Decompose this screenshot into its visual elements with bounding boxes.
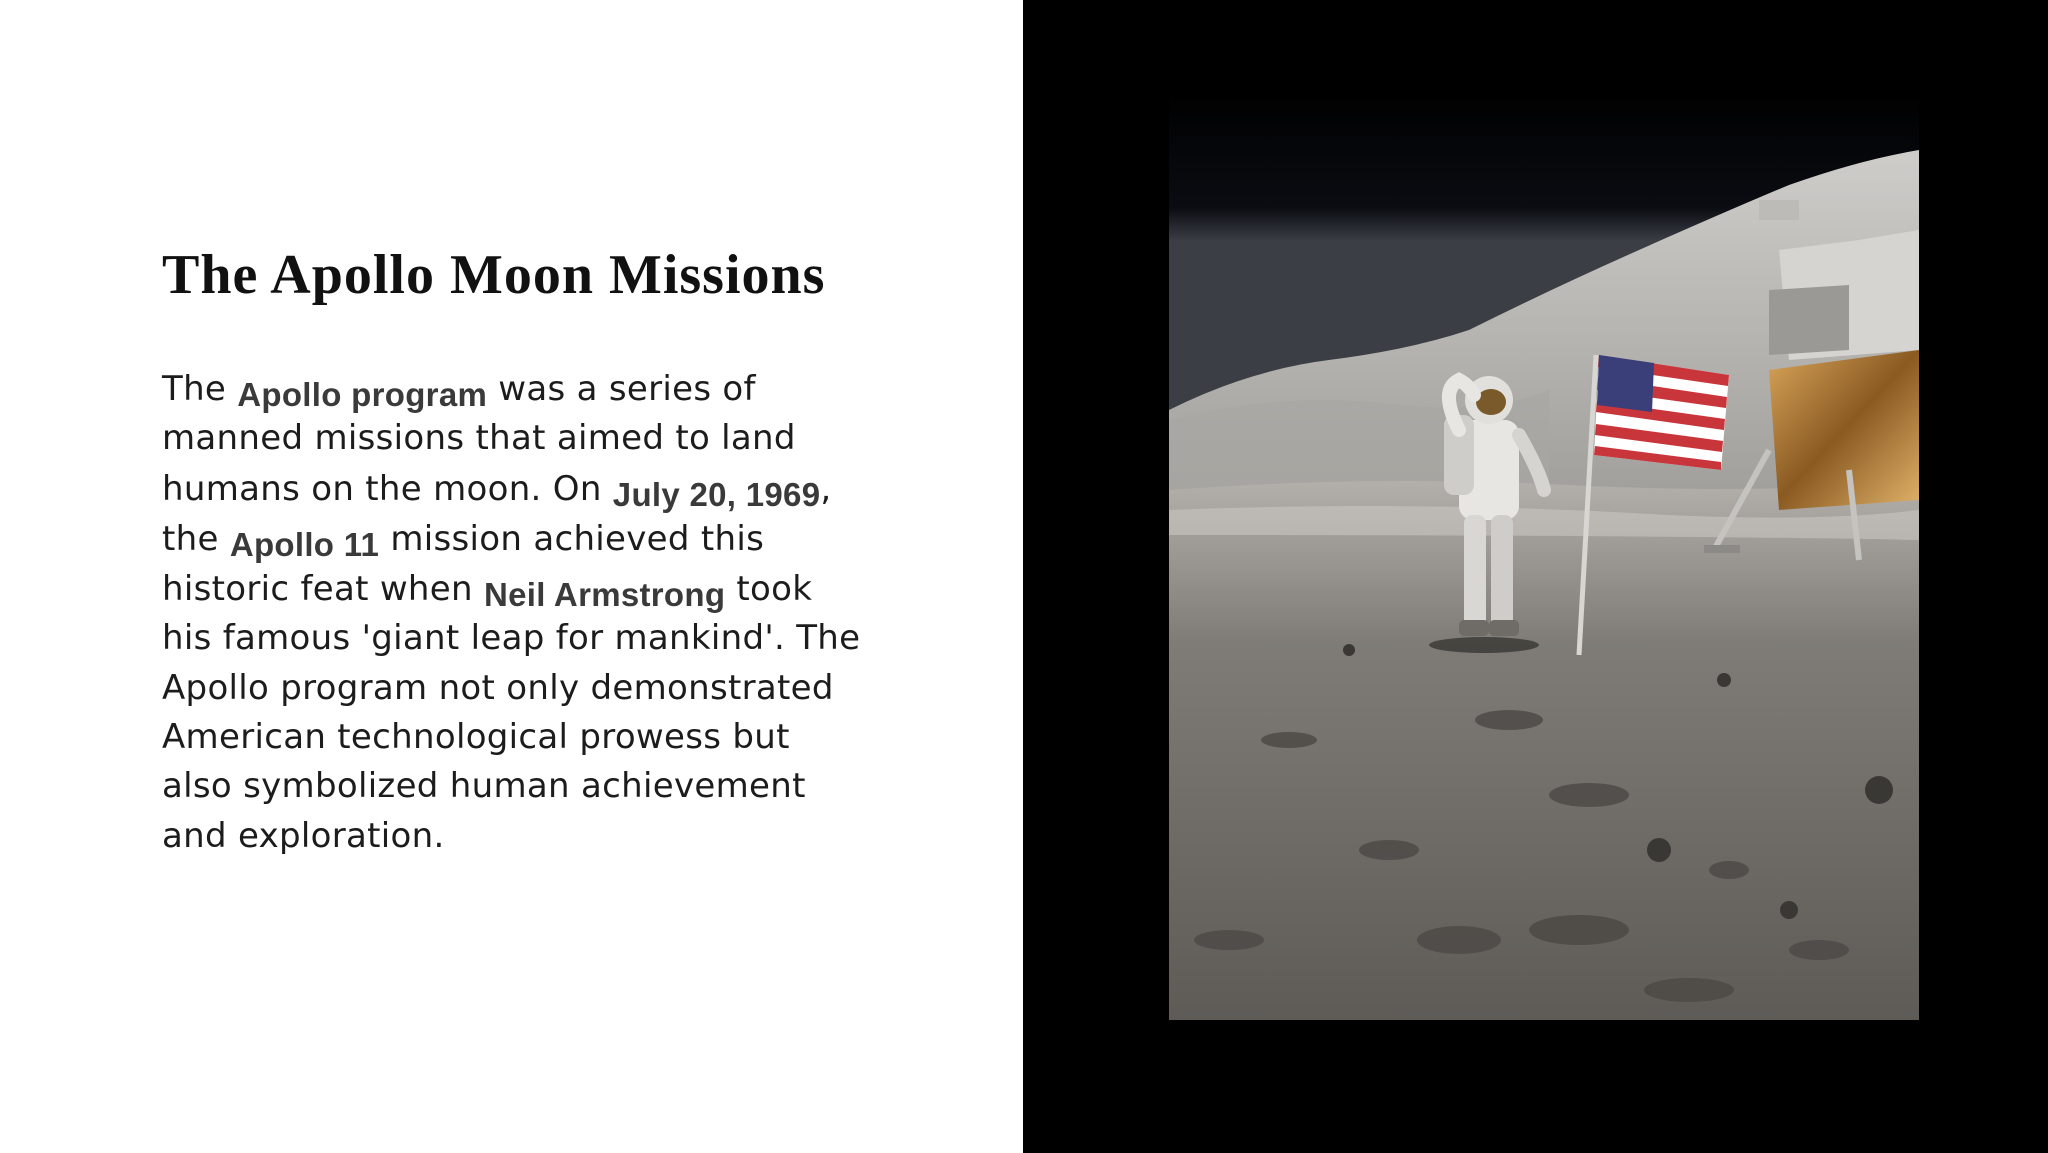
paragraph-line <box>162 464 882 514</box>
line-text: mission achieved this <box>379 518 765 559</box>
line-text: historic feat when <box>162 569 484 610</box>
line-text: his famous 'giant leap for mankind'. The <box>162 618 861 659</box>
line-text: manned missions that aimed to land <box>162 418 796 459</box>
highlight-term: Apollo program <box>237 376 488 413</box>
paragraph-line <box>162 364 882 414</box>
line-text: , <box>820 468 832 509</box>
image-panel <box>1023 0 2048 1153</box>
paragraph-line <box>162 713 882 762</box>
paragraph-line <box>162 564 882 614</box>
line-text: humans on the moon. On <box>162 468 613 509</box>
slide-title: The Apollo Moon Missions <box>162 244 826 306</box>
paragraph-line <box>162 614 882 663</box>
moon-landing-illustration <box>1169 90 1919 1020</box>
highlight-person: Neil Armstrong <box>483 576 726 614</box>
paragraph-line <box>162 514 882 564</box>
paragraph-line <box>162 664 882 713</box>
moon-landing-photo <box>1169 90 1919 1020</box>
line-text: took <box>725 569 813 610</box>
line-text: the <box>162 518 230 559</box>
text-panel <box>0 0 1023 1153</box>
line-text: Apollo program not only demonstrated <box>162 667 834 708</box>
line-text: also symbolized human achievement <box>162 766 806 807</box>
line-text: American technological prowess but <box>162 717 790 758</box>
paragraph-line <box>162 812 882 861</box>
highlight-mission: Apollo 11 <box>229 525 380 563</box>
body-paragraph <box>162 364 882 861</box>
line-text: The <box>162 369 238 409</box>
paragraph-line <box>162 762 882 811</box>
line-text: was a series of <box>487 369 756 409</box>
highlight-date: July 20, 1969 <box>612 475 821 513</box>
paragraph-line <box>162 414 882 463</box>
line-text: and exploration. <box>162 815 445 856</box>
